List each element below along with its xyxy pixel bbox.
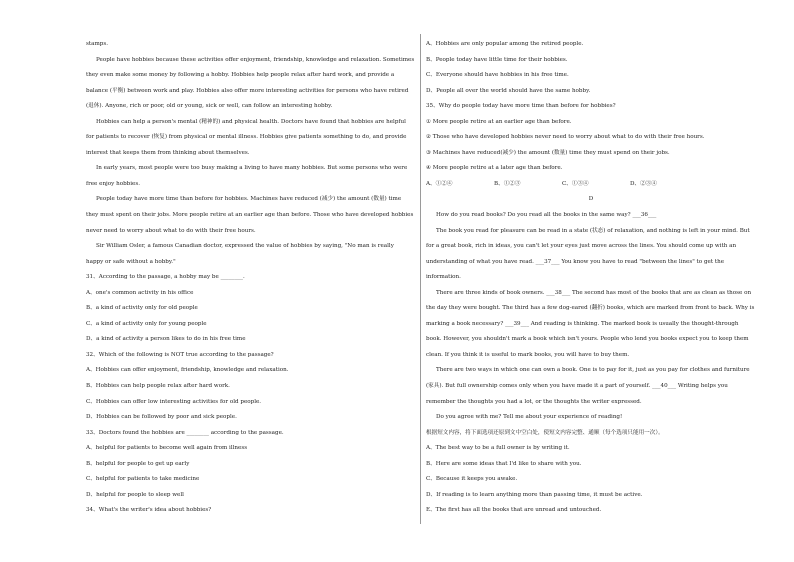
text-line: D、helpful for people to sleep well (86, 491, 184, 498)
text-line: remember the thoughts you had a lot, or the thoughts the writer expressed. (426, 398, 642, 405)
q35-options (426, 177, 756, 193)
text-line: balance (平衡) between work and play. Hobbies also offer more interesting activities for persons who have retired (86, 87, 409, 94)
text-line: they must spent on their jobs. More people retire at an earlier age than before. Those who have developed hobbies (86, 212, 414, 219)
text-line: the day they were bought. The third has a few dog-eared (翻折) books, which are marked from front to back. Why is (426, 305, 755, 312)
text-line: understanding of what you have read. ___37___ You know you have to read "between the lines" to get the (426, 258, 725, 265)
q35-answer: D (588, 196, 594, 203)
text-line: (退休). Anyone, rich or poor, old or young, sick or well, can follow an interesting hobby. (86, 103, 333, 110)
text-line: ④ More people retire at a later age than before. (426, 165, 563, 172)
column-divider (420, 34, 421, 524)
text-line: never need to worry about what to do with their free hours. (86, 227, 256, 234)
text-line: (家具). But full ownership comes only when you have made it a part of yourself. ___40___ Writing helps you (426, 383, 728, 390)
text-line: A、helpful for patients to become well again from illness (86, 445, 248, 452)
text-line: information. (426, 274, 461, 281)
text-line: C、Everyone should have hobbies in his free time. (426, 72, 569, 79)
text-line: interest that keeps them from thinking about themselves. (86, 149, 250, 156)
text-line: clean. If you think it is useful to mark books, you will have to buy them. (426, 351, 630, 358)
text-line: free enjoy hobbies. (86, 180, 140, 187)
text-line: 32、Which of the following is NOT true according to the passage? (86, 351, 274, 358)
text-line: 31、According to the passage, a hobby may be ________. (86, 274, 245, 281)
text-line: B、Here are some ideas that I'd like to share with you. (426, 460, 582, 467)
text-line: C、a kind of activity only for young people (86, 320, 207, 327)
text-line: People today have more time than before for hobbies. Machines have reduced (减少) the amount (数量) time (96, 196, 402, 203)
text-line: E、The first has all the books that are unread and untouched. (426, 507, 602, 514)
q35-option: D、②③④ (630, 180, 657, 187)
text-line: D、If reading is to learn anything more than passing time, it must be active. (426, 491, 643, 498)
text-line: A、The best way to be a full owner is by writing it. (426, 445, 570, 452)
text-line: stamps. (86, 41, 108, 47)
text-line: ③ Machines have reduced(减少) the amount (数量) time they must spend on their jobs. (426, 149, 670, 156)
text-line: C、helpful for patients to take medicine (86, 476, 200, 483)
text-line: A、one's common activity in his office (86, 289, 194, 296)
text-line: ① More people retire at an earlier age than before. (426, 118, 572, 125)
text-line: The book you read for pleasure can be read in a state (状态) of relaxation, and nothing is left in your mind. But (436, 227, 750, 234)
text-line: book. However, you shouldn't mark a book which isn't yours. People who lend you books expect you to keep them (426, 336, 749, 343)
text-line: B、People today have little time for their hobbies. (426, 56, 568, 63)
text-line: C、Because it keeps you awake. (426, 476, 518, 483)
right-column (426, 37, 756, 519)
text-line: ② Those who have developed hobbies never need to worry about what to do with their free hours. (426, 134, 705, 141)
text-line: 根据短文内容，将下面选项还原到文中空白处，使短文内容完整、通顺（每个选项只能用一次）。 (426, 429, 664, 436)
text-line: A、Hobbies are only popular among the retired people. (426, 41, 584, 47)
text-line: B、helpful for people to get up early (86, 460, 190, 467)
text-line: People have hobbies because these activities offer enjoyment, friendship, knowledge and relaxation. Sometimes (96, 56, 414, 63)
text-line: 34、What's the writer's idea about hobbies? (86, 507, 212, 514)
q35-option: A、①②④ (426, 180, 453, 187)
q35-option: B、①②③ (494, 180, 521, 187)
text-line: they even make some money by following a hobby. Hobbies help people relax after hard work, and provide a (86, 72, 395, 79)
text-line: for a great book, rich in ideas, you can't let your eyes just move across the lines. You should come up with an (426, 243, 737, 250)
text-line: B、a kind of activity only for old people (86, 305, 198, 312)
text-line: A、Hobbies can offer enjoyment, friendship, knowledge and relaxation. (86, 367, 289, 374)
text-line: 33、Doctors found the hobbies are ________ according to the passage. (86, 429, 284, 436)
text-line: Sir William Osler, a famous Canadian doctor, expressed the value of hobbies by saying, "No man is really (96, 243, 394, 250)
reading-passage (426, 208, 756, 519)
text-line: D、a kind of activity a person likes to do in his free time (86, 336, 246, 343)
text-line: There are two ways in which one can own a book. One is to pay for it, just as you pay for clothes and furniture (436, 367, 750, 374)
q35-option: C、①③④ (562, 180, 589, 187)
text-line: Hobbies can help a person's mental (精神的) and physical health. Doctors have found that hobbies are helpful (96, 118, 406, 125)
text-line: In early years, most people were too busy making a living to have many hobbies. But some persons who were (96, 165, 408, 172)
text-line: How do you read books? Do you read all the books in the same way? ___36___ (436, 212, 657, 219)
text-line: Do you agree with me? Tell me about your experience of reading! (436, 414, 623, 421)
left-column (86, 37, 414, 519)
text-line: D、People all over the world should have the same hobby. (426, 87, 591, 94)
text-line: 35、Why do people today have more time than before for hobbies? (426, 103, 616, 110)
right-column-questions (426, 37, 756, 177)
text-line: for patients to recover (恢复) from physical or mental illness. Hobbies give patients something to do, and provide (86, 134, 407, 141)
text-line: marking a book necessary? ___39___ And reading is thinking. The marked book is usually the thought-through (426, 320, 739, 327)
text-line: D、Hobbies can be followed by poor and sick people. (86, 414, 237, 421)
text-line: There are three kinds of book owners. ___38___ The second has most of the books that are as clean as those on (436, 289, 752, 296)
text-line: happy or safe without a hobby." (86, 258, 176, 265)
text-line: B、Hobbies can help people relax after hard work. (86, 383, 230, 390)
text-line: C、Hobbies can offer low interesting activities for old people. (86, 398, 262, 405)
